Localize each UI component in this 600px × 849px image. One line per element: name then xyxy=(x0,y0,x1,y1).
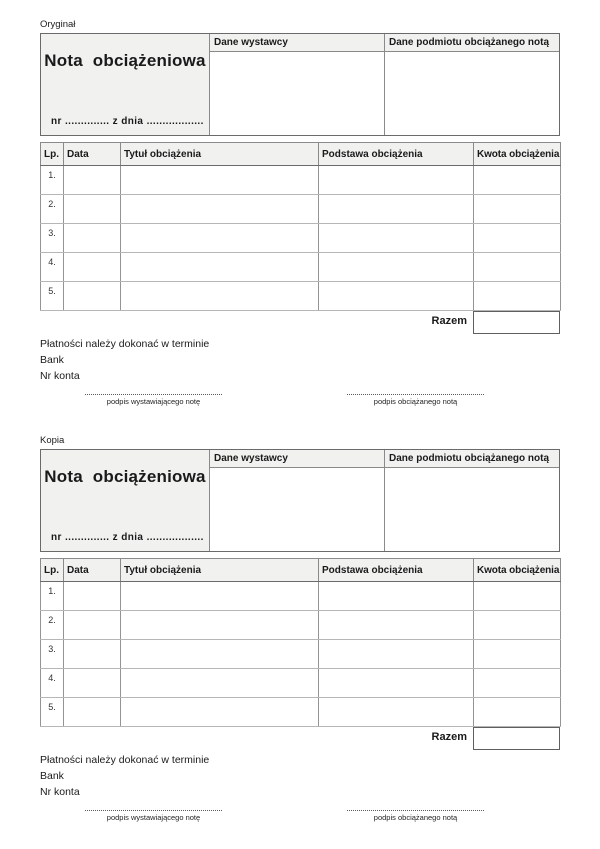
form-header-block xyxy=(40,449,560,552)
row-number-cell: 3. xyxy=(41,640,64,669)
table-row xyxy=(41,611,561,640)
charges-table-header-row xyxy=(41,143,561,166)
column-header-kwota: Kwota obciążenia xyxy=(474,559,561,582)
podstawa-cell-empty xyxy=(319,669,474,698)
tytul-cell-empty xyxy=(121,195,319,224)
table-row xyxy=(41,253,561,282)
issuer-data-header: Dane wystawcy xyxy=(210,450,384,468)
debtor-data-box xyxy=(385,34,559,135)
debtor-data-box xyxy=(385,450,559,551)
row-number-cell: 4. xyxy=(41,253,64,282)
podstawa-cell-empty xyxy=(319,224,474,253)
payment-info-block xyxy=(40,754,560,802)
row-number-cell: 2. xyxy=(41,195,64,224)
form-title: Nota obciążeniowa xyxy=(44,467,206,486)
table-row xyxy=(41,282,561,311)
row-number-cell: 1. xyxy=(41,166,64,195)
total-row xyxy=(40,727,560,750)
kwota-cell-empty xyxy=(474,669,561,698)
podstawa-cell-empty xyxy=(319,698,474,727)
tytul-cell-empty xyxy=(121,698,319,727)
issuer-data-area xyxy=(210,52,384,135)
debtor-data-header: Dane podmiotu obciążanego notą xyxy=(385,450,559,468)
form-header-block xyxy=(40,33,560,136)
row-number-cell: 2. xyxy=(41,611,64,640)
data-cell-empty xyxy=(64,195,121,224)
table-row xyxy=(41,698,561,727)
kwota-cell-empty xyxy=(474,698,561,727)
podstawa-cell-empty xyxy=(319,282,474,311)
form-title: Nota obciążeniowa xyxy=(44,51,206,70)
debtor-signature-label: podpis obciążanego notą xyxy=(373,397,458,406)
issuer-signature-line xyxy=(85,804,222,811)
podstawa-cell-empty xyxy=(319,640,474,669)
row-number-cell: 1. xyxy=(41,582,64,611)
debtor-signature-line xyxy=(347,804,484,811)
issuer-signature-line xyxy=(85,388,222,395)
copy-type-label: Oryginał xyxy=(40,19,76,30)
data-cell-empty xyxy=(64,166,121,195)
debtor-signature-block xyxy=(347,804,484,822)
data-cell-empty xyxy=(64,582,121,611)
tytul-cell-empty xyxy=(121,582,319,611)
tytul-cell-empty xyxy=(121,253,319,282)
note-number-line: nr .............. z dnia .................. xyxy=(51,532,204,543)
charges-table xyxy=(40,142,561,311)
debtor-signature-block xyxy=(347,388,484,406)
bank-line: Bank xyxy=(40,354,64,366)
kwota-cell-empty xyxy=(474,282,561,311)
data-cell-empty xyxy=(64,224,121,253)
issuer-signature-label: podpis wystawiającego notę xyxy=(106,397,201,406)
column-header-kwota: Kwota obciążenia xyxy=(474,143,561,166)
row-number-cell: 4. xyxy=(41,669,64,698)
table-row xyxy=(41,582,561,611)
podstawa-cell-empty xyxy=(319,611,474,640)
data-cell-empty xyxy=(64,640,121,669)
debtor-data-area xyxy=(385,52,559,135)
data-cell-empty xyxy=(64,282,121,311)
issuer-signature-label: podpis wystawiającego notę xyxy=(106,813,201,822)
column-header-podstawa: Podstawa obciążenia xyxy=(319,559,474,582)
charges-table-header-row xyxy=(41,559,561,582)
total-row xyxy=(40,311,560,334)
column-header-lp: Lp. xyxy=(41,559,64,582)
data-cell-empty xyxy=(64,698,121,727)
tytul-cell-empty xyxy=(121,224,319,253)
payment-terms-line: Płatności należy dokonać w terminie xyxy=(40,338,210,350)
tytul-cell-empty xyxy=(121,640,319,669)
debit-note-form-original xyxy=(40,18,560,424)
table-row xyxy=(41,669,561,698)
payment-info-block xyxy=(40,338,560,386)
kwota-cell-empty xyxy=(474,224,561,253)
debit-note-form-copy xyxy=(40,434,560,840)
column-header-data: Data xyxy=(64,143,121,166)
podstawa-cell-empty xyxy=(319,253,474,282)
table-row xyxy=(41,166,561,195)
data-cell-empty xyxy=(64,611,121,640)
tytul-cell-empty xyxy=(121,611,319,640)
column-header-tytul: Tytuł obciążenia xyxy=(121,143,319,166)
account-number-line: Nr konta xyxy=(40,370,80,382)
total-amount-box xyxy=(473,311,560,334)
signatures-row xyxy=(40,388,560,424)
total-amount-box xyxy=(473,727,560,750)
total-label: Razem xyxy=(431,315,467,327)
kwota-cell-empty xyxy=(474,640,561,669)
podstawa-cell-empty xyxy=(319,166,474,195)
issuer-data-box xyxy=(210,34,385,135)
kwota-cell-empty xyxy=(474,611,561,640)
table-row xyxy=(41,224,561,253)
issuer-data-header: Dane wystawcy xyxy=(210,34,384,52)
kwota-cell-empty xyxy=(474,166,561,195)
tytul-cell-empty xyxy=(121,669,319,698)
row-number-cell: 5. xyxy=(41,282,64,311)
charges-table xyxy=(40,558,561,727)
row-number-cell: 5. xyxy=(41,698,64,727)
column-header-podstawa: Podstawa obciążenia xyxy=(319,143,474,166)
column-header-data: Data xyxy=(64,559,121,582)
debtor-data-header: Dane podmiotu obciążanego notą xyxy=(385,34,559,52)
copy-type-label: Kopia xyxy=(40,435,65,446)
note-number-line: nr .............. z dnia .................. xyxy=(51,116,204,127)
tytul-cell-empty xyxy=(121,166,319,195)
kwota-cell-empty xyxy=(474,253,561,282)
table-row xyxy=(41,195,561,224)
data-cell-empty xyxy=(64,669,121,698)
bank-line: Bank xyxy=(40,770,64,782)
podstawa-cell-empty xyxy=(319,582,474,611)
account-number-line: Nr konta xyxy=(40,786,80,798)
issuer-data-box xyxy=(210,450,385,551)
kwota-cell-empty xyxy=(474,195,561,224)
table-row xyxy=(41,640,561,669)
column-header-lp: Lp. xyxy=(41,143,64,166)
kwota-cell-empty xyxy=(474,582,561,611)
column-header-tytul: Tytuł obciążenia xyxy=(121,559,319,582)
row-number-cell: 3. xyxy=(41,224,64,253)
signatures-row xyxy=(40,804,560,840)
debtor-signature-label: podpis obciążanego notą xyxy=(373,813,458,822)
debtor-data-area xyxy=(385,468,559,551)
data-cell-empty xyxy=(64,253,121,282)
payment-terms-line: Płatności należy dokonać w terminie xyxy=(40,754,210,766)
debtor-signature-line xyxy=(347,388,484,395)
issuer-signature-block xyxy=(85,804,222,822)
podstawa-cell-empty xyxy=(319,195,474,224)
issuer-signature-block xyxy=(85,388,222,406)
issuer-data-area xyxy=(210,468,384,551)
total-label: Razem xyxy=(431,731,467,743)
title-box xyxy=(41,450,210,551)
tytul-cell-empty xyxy=(121,282,319,311)
title-box xyxy=(41,34,210,135)
